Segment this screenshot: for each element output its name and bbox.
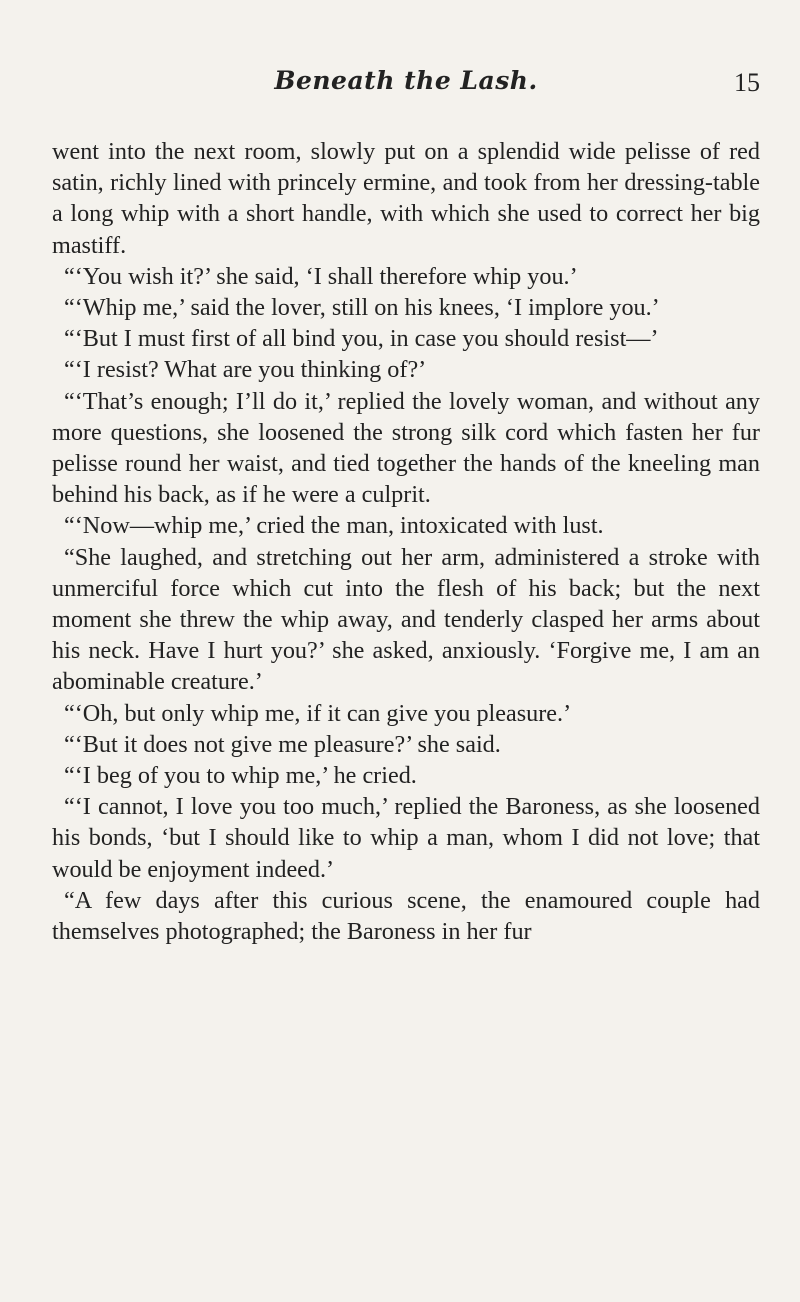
body-text bbox=[52, 136, 760, 947]
paragraph: “‘I cannot, I love you too much,’ replied the Baroness, as she loosened his bonds, ‘but I should like to whip a man, whom I did not love; that would be enjoyment indeed.’ bbox=[52, 793, 760, 883]
paragraph: “A few days after this curious scene, the enamoured couple had themselves photographed; the Baroness in her fur bbox=[52, 886, 760, 946]
paragraph: “‘Oh, but only whip me, if it can give you pleasure.’ bbox=[64, 699, 572, 727]
paragraph: “‘You wish it?’ she said, ‘I shall therefore whip you.’ bbox=[64, 262, 578, 290]
paragraph: “‘I resist? What are you thinking of?’ bbox=[64, 356, 427, 384]
paragraph: “‘Now—whip me,’ cried the man, intoxicated with lust. bbox=[64, 512, 604, 540]
paragraph: “‘I beg of you to whip me,’ he cried. bbox=[64, 762, 417, 790]
running-head bbox=[52, 66, 760, 106]
paragraph: “‘That’s enough; I’ll do it,’ replied the lovely woman, and without any more questions, she loosened the strong silk cord which fasten her fur pelisse round her waist, and tied together the hands of the kneeling man behind his back, as if he were a culprit. bbox=[52, 387, 760, 509]
running-title: Beneath the Lash. bbox=[274, 66, 538, 95]
paragraph: “She laughed, and stretching out her arm, administered a stroke with unmerciful force which cut into the flesh of his back; but the next moment she threw the whip away, and tenderly clasped her arms about his neck. Have I hurt you?’ she asked, anxiously. ‘Forgive me, I am an abominable creature.’ bbox=[52, 543, 760, 696]
paragraph: went into the next room, slowly put on a splendid wide pelisse of red satin, richly lined with princely ermine, and took from her dressing-table a long whip with a short handle, with which she used to correct her big mastiff. bbox=[52, 138, 760, 259]
paragraph: “‘But it does not give me pleasure?’ she said. bbox=[64, 730, 501, 758]
page-number: 15 bbox=[734, 68, 760, 97]
paragraph: “‘But I must first of all bind you, in case you should resist—’ bbox=[64, 325, 659, 353]
paragraph: “‘Whip me,’ said the lover, still on his knees, ‘I implore you.’ bbox=[64, 294, 660, 322]
